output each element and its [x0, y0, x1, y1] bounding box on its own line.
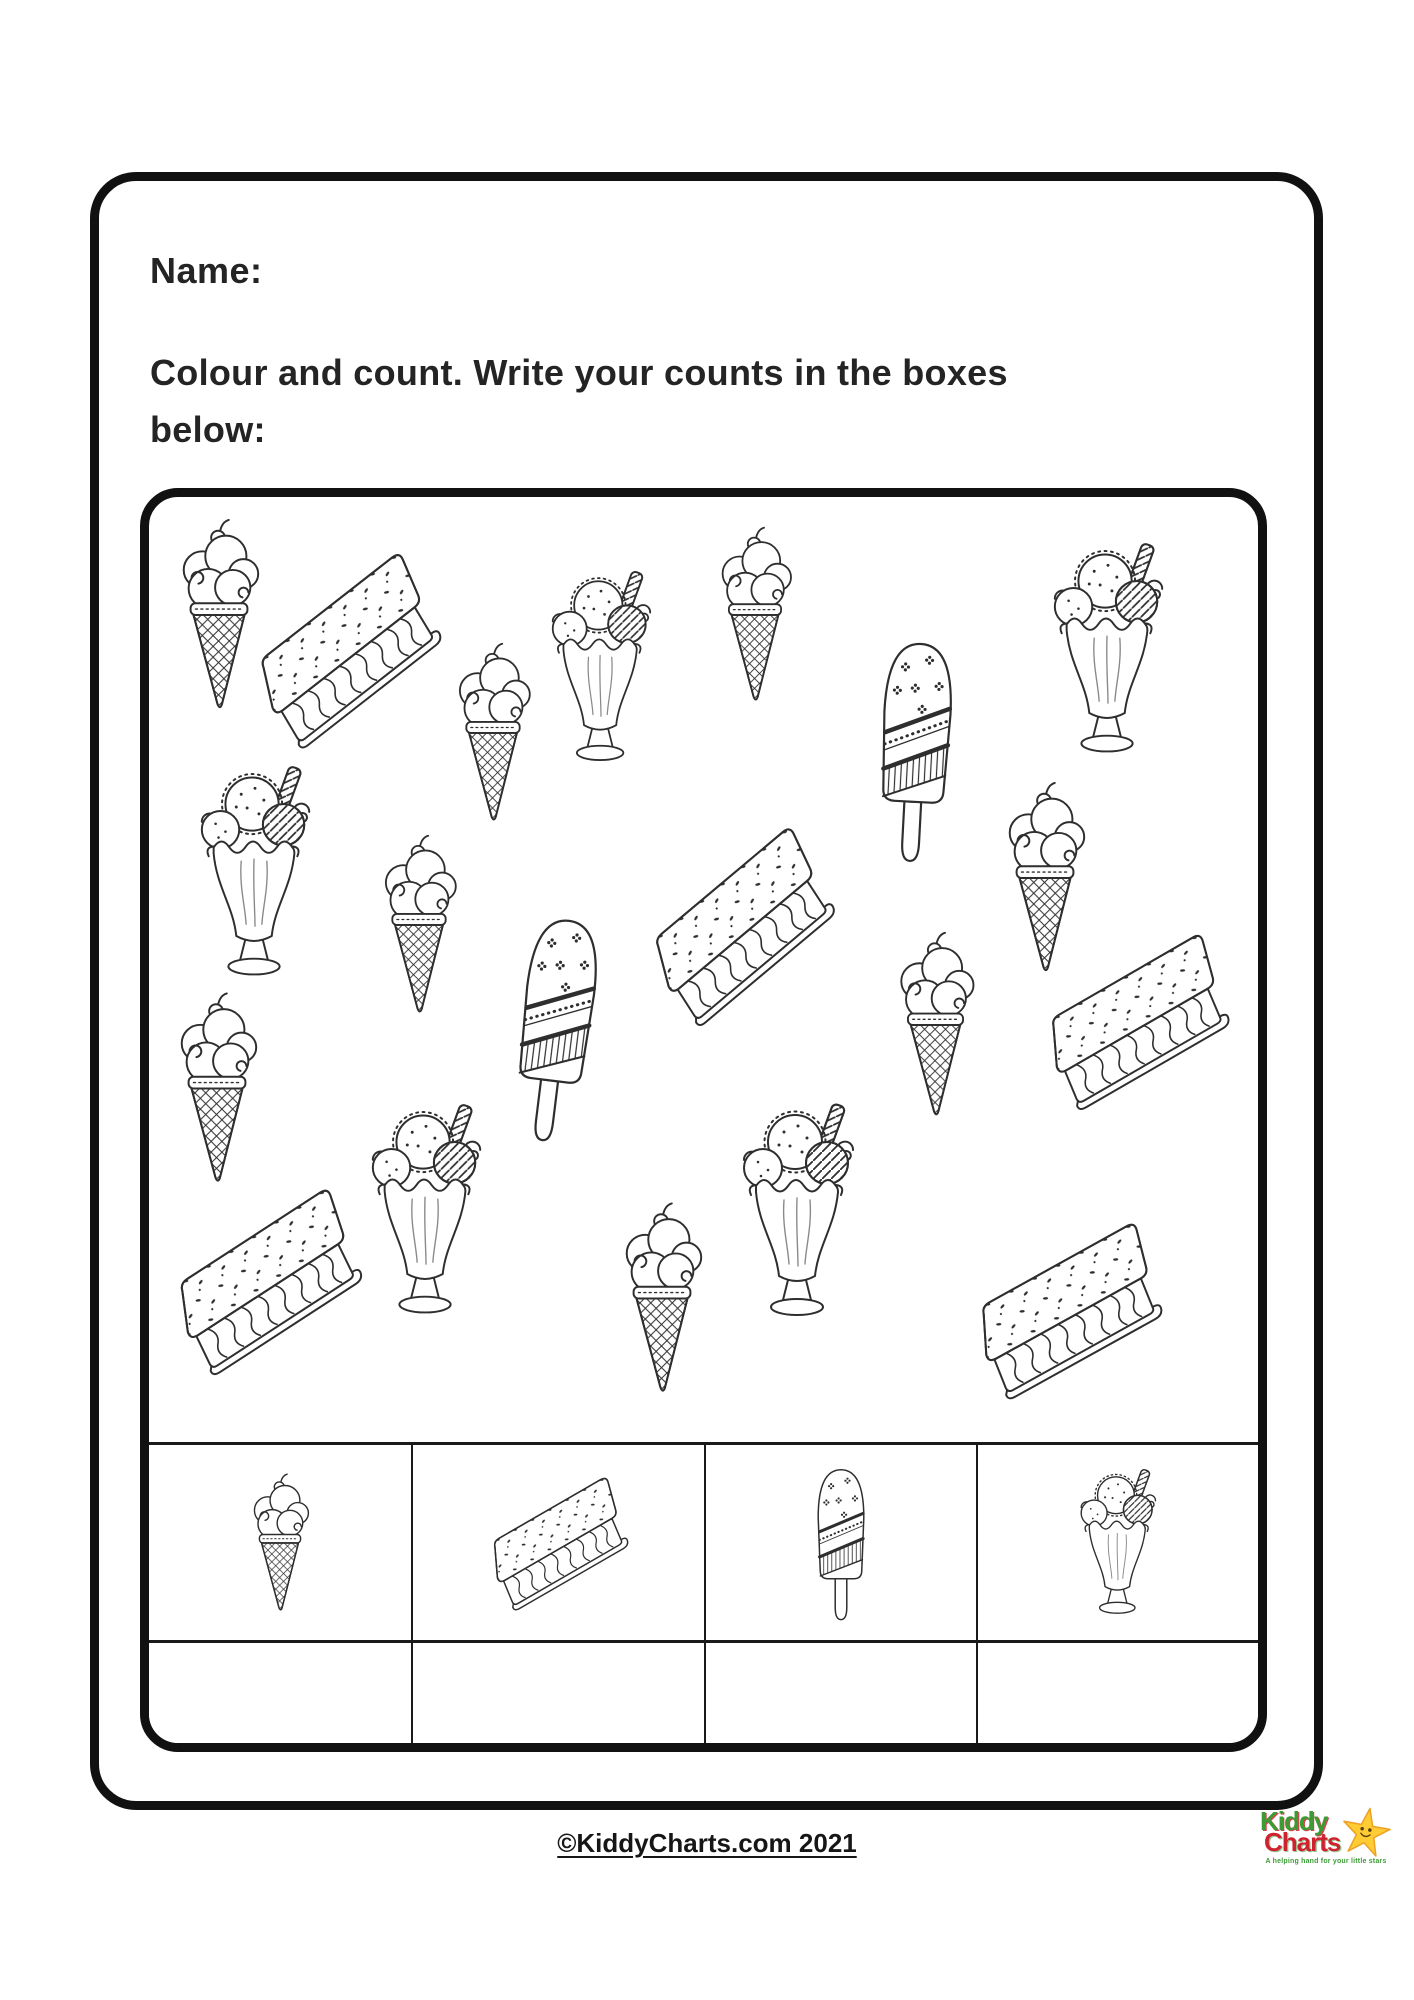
- cone-illustration: [447, 637, 539, 829]
- name-label: Name:: [150, 250, 263, 291]
- sundae-illustration: [361, 1098, 491, 1324]
- popsicle-illustration: [489, 904, 623, 1151]
- sandwich-icon: [631, 822, 852, 1030]
- answer-box-sundae[interactable]: [978, 1643, 1258, 1743]
- cone-icon: [710, 520, 800, 710]
- sundae-icon: [1073, 1465, 1163, 1621]
- logo-tagline: A helping hand for your little stars: [1265, 1858, 1387, 1865]
- sundae-illustration: [1043, 535, 1173, 765]
- illustration-scene: [149, 497, 1258, 1442]
- popsicle-icon: [805, 1463, 877, 1623]
- logo-word-charts: Charts: [1264, 1827, 1341, 1857]
- sundae-illustration: [732, 1098, 864, 1326]
- ice-lolly-icon: [805, 1463, 877, 1623]
- sundae-icon: [190, 760, 320, 986]
- instructions-line-2: below:: [150, 409, 266, 450]
- footer-copyright: ©KiddyCharts.com 2021: [557, 1828, 857, 1858]
- cone-icon: [613, 1200, 711, 1397]
- sundae-illustration: [190, 760, 320, 986]
- instructions-line-1: Colour and count. Write your counts in the boxes: [150, 352, 1008, 393]
- star-icon: [1336, 1800, 1397, 1862]
- sandwich-icon: [474, 1472, 643, 1612]
- sundae-icon: [542, 557, 660, 779]
- answer-box-sandwich[interactable]: [413, 1643, 706, 1743]
- cone-icon: [244, 1472, 316, 1614]
- cone-icon: [373, 828, 465, 1022]
- cone-icon: [447, 637, 539, 829]
- sundae-glass-icon: [1073, 1465, 1163, 1621]
- count-image-cell-cone: [149, 1445, 413, 1643]
- ice-cream-cone-icon: [244, 1472, 316, 1614]
- answer-box-popsicle[interactable]: [706, 1643, 978, 1743]
- sundae-illustration: [542, 557, 660, 779]
- cone-icon: [168, 990, 266, 1187]
- sandwich-illustration: [631, 822, 852, 1030]
- count-table: [149, 1442, 1258, 1743]
- sundae-icon: [732, 1098, 864, 1326]
- cone-illustration: [996, 780, 1094, 976]
- popsicle-icon: [857, 631, 974, 868]
- sandwich-icon: [956, 1217, 1182, 1403]
- count-image-cell-sundae: [978, 1445, 1258, 1643]
- count-image-cell-sandwich: [413, 1445, 706, 1643]
- popsicle-icon: [489, 904, 623, 1151]
- popsicle-illustration: [857, 631, 974, 868]
- cone-illustration: [168, 990, 266, 1187]
- cone-illustration: [613, 1200, 711, 1397]
- count-image-cell-popsicle: [706, 1445, 978, 1643]
- sandwich-illustration: [956, 1217, 1182, 1403]
- sandwich-illustration: [155, 1183, 381, 1379]
- sundae-icon: [1043, 535, 1173, 765]
- kiddycharts-logo: [1258, 1806, 1394, 1876]
- cone-icon: [888, 927, 983, 1123]
- sandwich-illustration: [236, 547, 459, 752]
- cone-illustration: [888, 927, 983, 1123]
- cone-icon: [996, 780, 1094, 976]
- sundae-icon: [361, 1098, 491, 1324]
- sandwich-icon: [155, 1183, 381, 1379]
- answer-box-cone[interactable]: [149, 1643, 413, 1743]
- ice-cream-sandwich-icon: [474, 1472, 643, 1612]
- cone-illustration: [710, 520, 800, 710]
- cone-illustration: [373, 828, 465, 1022]
- logo-word-kiddy: Kiddy: [1260, 1806, 1328, 1836]
- instructions-text: [150, 344, 1230, 458]
- colour-and-count-box: [140, 488, 1267, 1752]
- sandwich-icon: [236, 547, 459, 752]
